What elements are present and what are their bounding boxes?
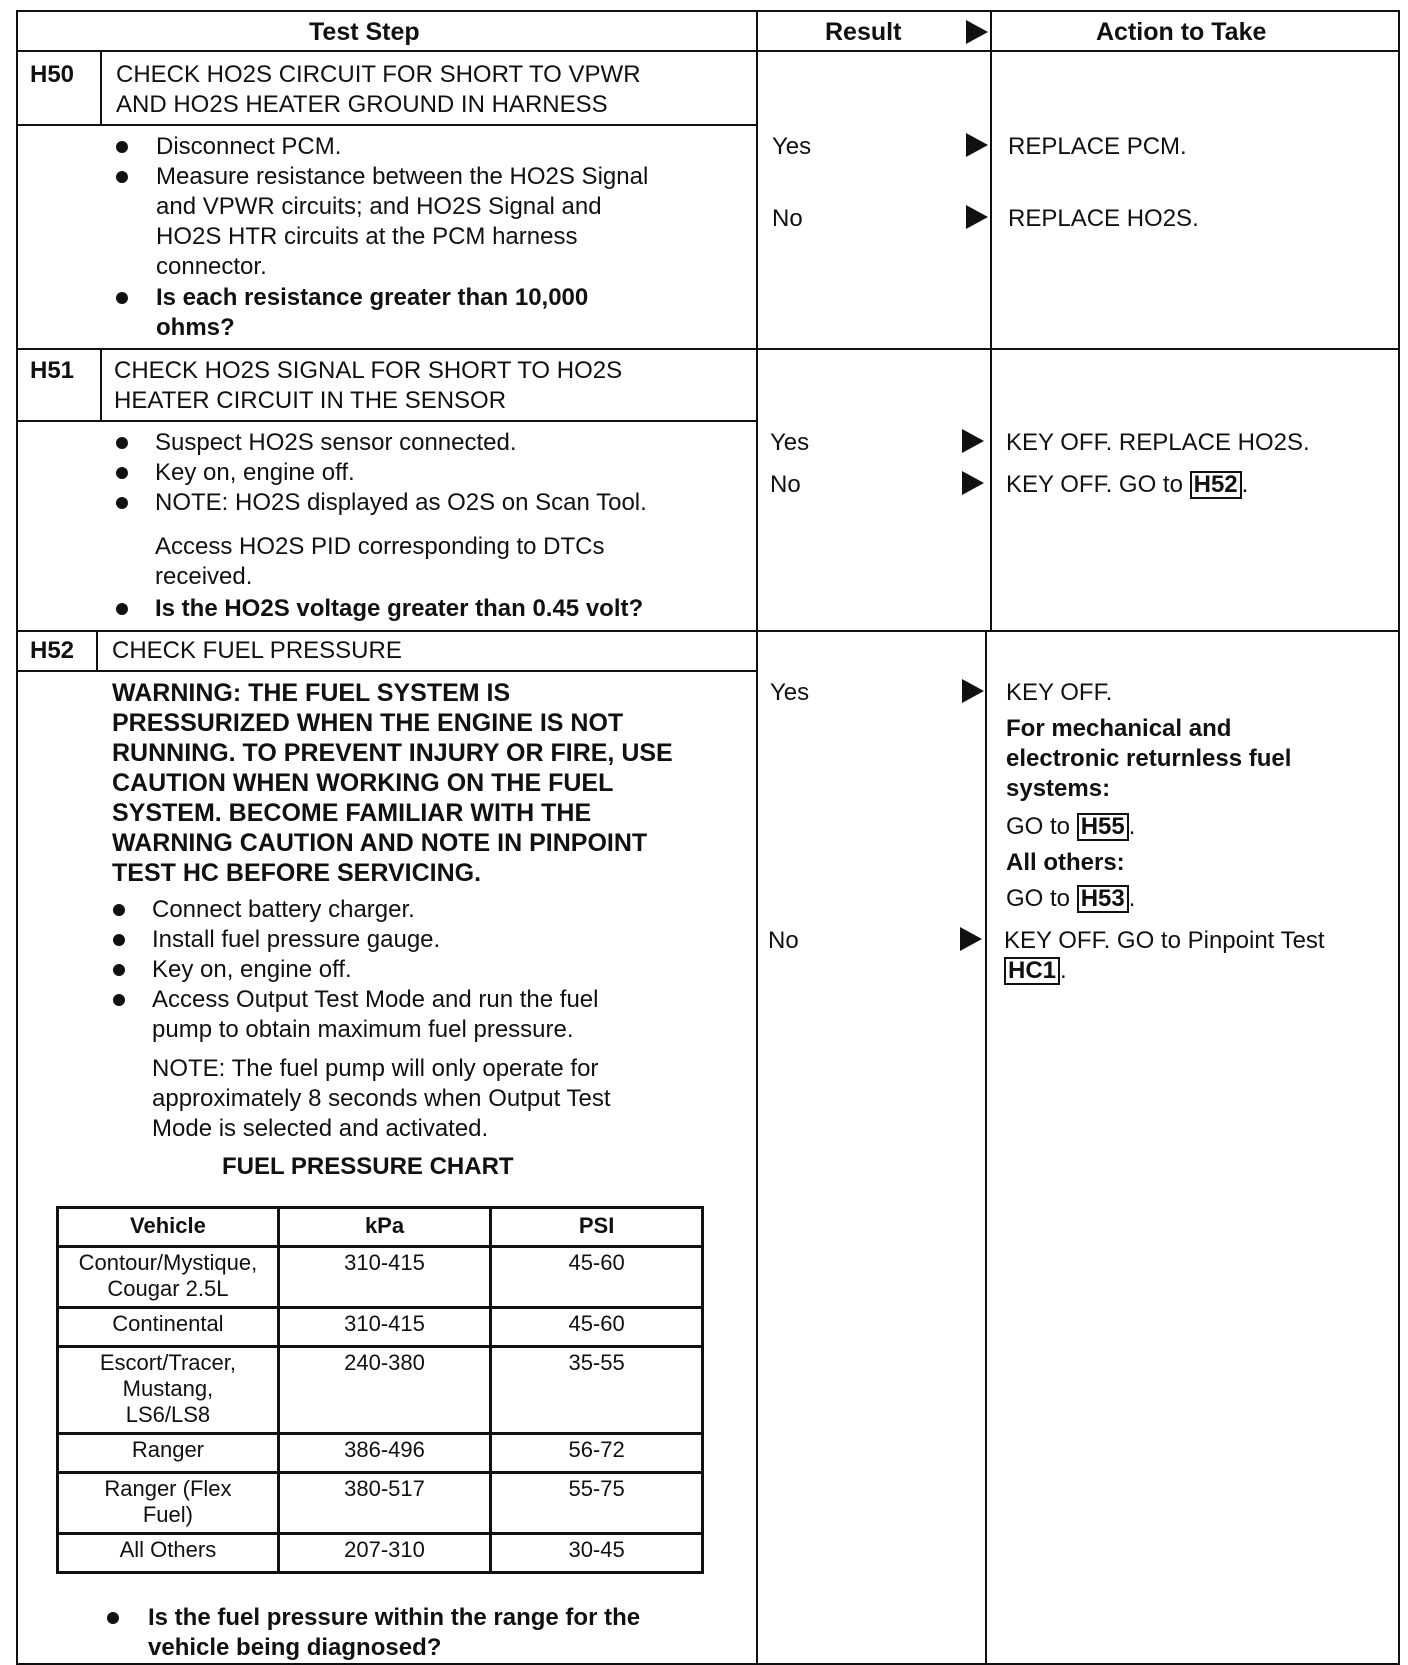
h52-result-no: No <box>768 927 799 954</box>
chart-header-row <box>58 1208 703 1247</box>
h52-step-id: H52 <box>30 637 75 664</box>
header-test-step: Test Step <box>309 18 420 46</box>
h52-action-no-line1: KEY OFF. GO to Pinpoint Test <box>1004 927 1325 954</box>
h52-action-yes-mechanical: For mechanical and electronic returnless fuel systems: <box>1006 715 1292 802</box>
chart-cell-kpa: 380-517 <box>278 1473 490 1534</box>
fuel-pressure-chart-title: FUEL PRESSURE CHART <box>222 1153 514 1180</box>
chart-cell-psi: 55-75 <box>491 1473 703 1534</box>
header-result: Result <box>825 18 902 46</box>
h52-action-yes-line1: KEY OFF. <box>1006 679 1113 706</box>
h50-h51-divider <box>16 348 1400 350</box>
bullet-icon <box>116 292 128 304</box>
h51-note: Access HO2S PID corresponding to DTCs received. <box>155 533 605 590</box>
chart-cell-vehicle: Ranger <box>58 1434 279 1473</box>
bullet-icon <box>113 934 125 946</box>
bullet-icon <box>116 437 128 449</box>
h52-action-no-line2: HC1 . <box>1004 956 1067 986</box>
table-row <box>58 1434 703 1473</box>
result-column-divider <box>756 10 758 1665</box>
chart-cell-vehicle: Contour/Mystique, Cougar 2.5L <box>58 1247 279 1308</box>
bullet-icon <box>113 994 125 1006</box>
h51-action-no: KEY OFF. GO to H52 . <box>1006 471 1249 498</box>
reference-h53[interactable]: H53 <box>1077 885 1129 913</box>
arrow-icon <box>960 927 982 951</box>
chart-cell-kpa: 386-496 <box>278 1434 490 1473</box>
bullet-icon <box>113 904 125 916</box>
chart-cell-vehicle: Escort/Tracer, Mustang, LS6/LS8 <box>58 1347 279 1434</box>
h52-result-yes: Yes <box>770 679 810 706</box>
h52-bullet-3: Key on, engine off. <box>152 956 352 983</box>
h51-result-yes: Yes <box>770 429 810 456</box>
table-row <box>58 1247 703 1308</box>
bullet-icon <box>116 467 128 479</box>
h50-title-divider <box>16 124 756 126</box>
h50-bullet-1: Disconnect PCM. <box>156 133 342 160</box>
chart-cell-psi: 45-60 <box>491 1247 703 1308</box>
reference-h52[interactable]: H52 <box>1190 471 1242 499</box>
reference-h55[interactable]: H55 <box>1077 813 1129 841</box>
h50-action-no: REPLACE HO2S. <box>1008 205 1199 232</box>
arrow-icon <box>962 429 984 453</box>
h52-title-divider <box>16 670 756 672</box>
table-row <box>58 1534 703 1573</box>
h50-id-divider <box>100 50 102 125</box>
action-column-divider <box>990 10 992 350</box>
bullet-icon <box>107 1612 119 1624</box>
fuel-pressure-chart <box>56 1206 704 1574</box>
chart-cell-kpa: 310-415 <box>278 1247 490 1308</box>
chart-cell-psi: 35-55 <box>491 1347 703 1434</box>
bullet-icon <box>116 141 128 153</box>
chart-cell-vehicle: All Others <box>58 1534 279 1573</box>
action-column-divider-2 <box>990 350 992 632</box>
reference-hc1[interactable]: HC1 <box>1004 957 1060 985</box>
h51-bullet-2: Key on, engine off. <box>155 459 355 486</box>
h50-step-id: H50 <box>30 61 75 88</box>
chart-cell-psi: 56-72 <box>491 1434 703 1473</box>
bullet-icon <box>116 171 128 183</box>
h50-title: CHECK HO2S CIRCUIT FOR SHORT TO VPWR AND HO2S HEATER GROUND IN HARNESS <box>116 61 641 118</box>
chart-cell-vehicle: Continental <box>58 1308 279 1347</box>
h51-title-divider <box>16 420 756 422</box>
h52-title: CHECK FUEL PRESSURE <box>112 637 402 664</box>
bullet-icon <box>116 497 128 509</box>
h52-action-goto-h55: GO to H55 . <box>1006 813 1136 840</box>
table-row <box>58 1473 703 1534</box>
h50-result-no: No <box>772 205 803 232</box>
h52-note: NOTE: The fuel pump will only operate for approximately 8 seconds when Output Test Mode is selected and activated. <box>152 1055 611 1142</box>
h52-warning: WARNING: THE FUEL SYSTEM IS PRESSURIZED WHEN THE ENGINE IS NOT RUNNING. TO PREVENT INJURY OR FIRE, USE CAUTION WHEN WORKING ON THE FUEL SYSTEM. BECOME FAMILIAR WITH THE WARNING CAUTION AND NOTE IN PINPOINT TEST HC BEFORE SERVICING. <box>112 679 673 887</box>
arrow-icon <box>966 133 988 157</box>
h52-bullet-1: Connect battery charger. <box>152 896 415 923</box>
chart-cell-psi: 30-45 <box>491 1534 703 1573</box>
h51-action-yes: KEY OFF. REPLACE HO2S. <box>1006 429 1310 456</box>
h51-id-divider <box>100 350 102 421</box>
table-row <box>58 1308 703 1347</box>
h50-bullet-3: Is each resistance greater than 10,000 ohms? <box>156 284 589 341</box>
action-column-divider-3 <box>985 632 987 1665</box>
h50-action-yes: REPLACE PCM. <box>1008 133 1187 160</box>
h52-bullet-2: Install fuel pressure gauge. <box>152 926 441 953</box>
header-divider <box>16 50 1400 52</box>
arrow-icon <box>962 679 984 703</box>
h51-title: CHECK HO2S SIGNAL FOR SHORT TO HO2S HEATER CIRCUIT IN THE SENSOR <box>114 357 623 414</box>
chart-cell-psi: 45-60 <box>491 1308 703 1347</box>
chart-header-psi: PSI <box>491 1208 703 1247</box>
h51-step-id: H51 <box>30 357 75 384</box>
h52-action-goto-h53: GO to H53 . <box>1006 885 1136 912</box>
h50-bullet-2: Measure resistance between the HO2S Signal and VPWR circuits; and HO2S Signal and HO2S HTR circuits at the PCM harness connector. <box>156 163 649 280</box>
h52-bullet-4: Access Output Test Mode and run the fuel pump to obtain maximum fuel pressure. <box>152 986 599 1043</box>
arrow-icon <box>966 205 988 229</box>
bullet-icon <box>113 964 125 976</box>
h51-bullet-4: Is the HO2S voltage greater than 0.45 volt? <box>155 595 644 622</box>
chart-header-kpa: kPa <box>278 1208 490 1247</box>
bullet-icon <box>116 603 128 615</box>
header-action: Action to Take <box>1096 18 1267 46</box>
chart-cell-kpa: 310-415 <box>278 1308 490 1347</box>
chart-cell-kpa: 240-380 <box>278 1347 490 1434</box>
chart-cell-vehicle: Ranger (Flex Fuel) <box>58 1473 279 1534</box>
h52-action-yes-all-others: All others: <box>1006 849 1125 876</box>
table-row <box>58 1347 703 1434</box>
chart-cell-kpa: 207-310 <box>278 1534 490 1573</box>
h52-id-divider <box>96 632 98 671</box>
h51-bullet-1: Suspect HO2S sensor connected. <box>155 429 517 456</box>
chart-header-vehicle: Vehicle <box>58 1208 279 1247</box>
h51-bullet-3: NOTE: HO2S displayed as O2S on Scan Tool. <box>155 489 647 516</box>
arrow-icon <box>962 471 984 495</box>
h52-bullet-5: Is the fuel pressure within the range for the vehicle being diagnosed? <box>148 1604 641 1661</box>
h51-h52-divider <box>16 630 1400 632</box>
header-arrow-icon <box>966 20 988 44</box>
h51-result-no: No <box>770 471 801 498</box>
h50-result-yes: Yes <box>772 133 812 160</box>
